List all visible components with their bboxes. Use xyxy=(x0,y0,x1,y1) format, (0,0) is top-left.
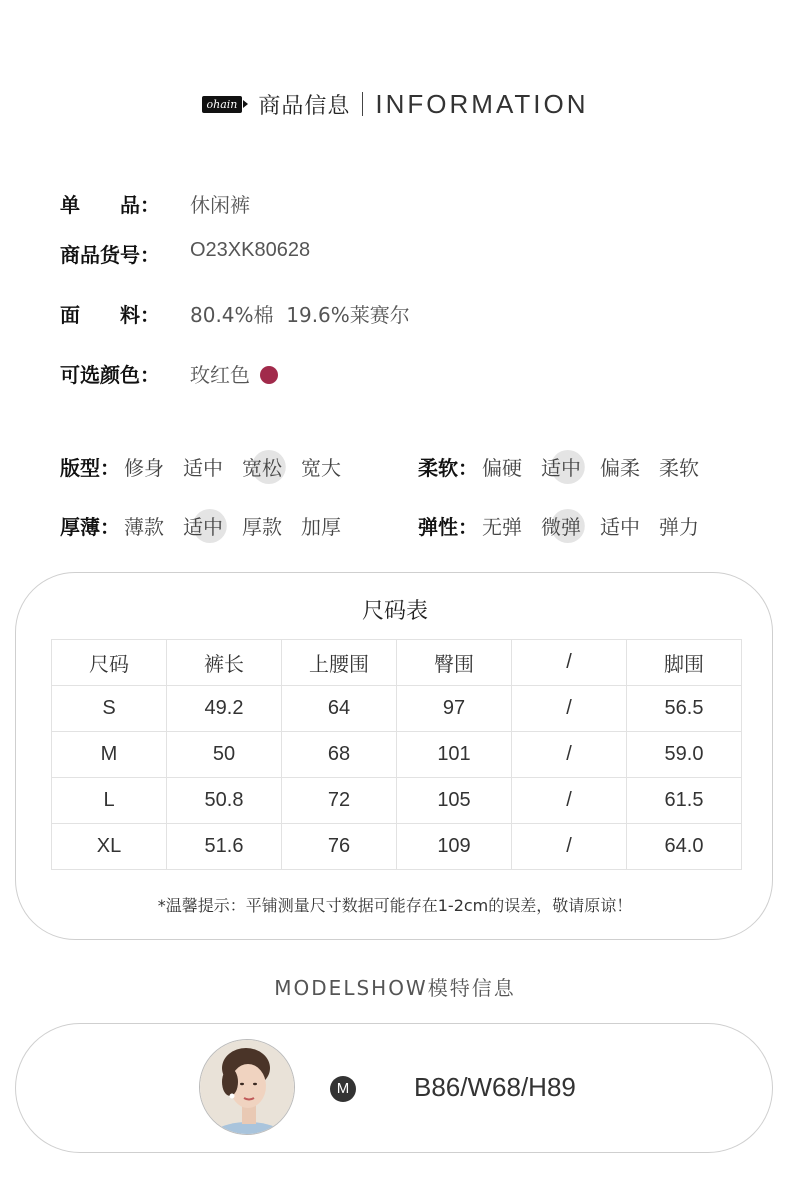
fit-options xyxy=(124,452,384,482)
color-value: 玫红色 xyxy=(190,363,250,387)
softness-option-softish: 偏柔 xyxy=(600,456,640,480)
softness-label: 柔软： xyxy=(418,456,478,480)
fit-option-slim: 修身 xyxy=(124,456,164,480)
table-cell: 72 xyxy=(282,778,397,824)
table-cell: 105 xyxy=(397,778,512,824)
model-card xyxy=(15,1023,773,1153)
table-cell: / xyxy=(512,824,627,870)
model-portrait-image xyxy=(200,1040,295,1135)
table-header-cell: 脚围 xyxy=(627,640,742,686)
section-header xyxy=(0,86,790,122)
fit-option-loose-selected: 宽松 xyxy=(242,452,282,481)
table-cell: / xyxy=(512,778,627,824)
softness-option-soft: 柔软 xyxy=(659,456,699,480)
thickness-label: 厚薄： xyxy=(60,515,120,539)
item-value: 休闲裤 xyxy=(190,193,250,217)
softness-options xyxy=(482,452,742,482)
size-table xyxy=(51,639,742,870)
elasticity-label: 弹性： xyxy=(418,515,478,539)
brand-logo-text: ohain xyxy=(202,96,243,113)
table-header-cell: 上腰围 xyxy=(282,640,397,686)
color-option[interactable] xyxy=(190,359,278,388)
elasticity-option-stretch: 弹力 xyxy=(659,515,699,539)
table-row xyxy=(52,732,742,778)
table-cell: 51.6 xyxy=(167,824,282,870)
table-cell: M xyxy=(52,732,167,778)
size-chart-note: *温馨提示：平铺测量尺寸数据可能存在1-2cm的误差，敬请原谅！ xyxy=(157,896,633,915)
table-cell: 56.5 xyxy=(627,686,742,732)
thickness-option-extra-thick: 加厚 xyxy=(301,515,341,539)
table-row xyxy=(52,686,742,732)
table-cell: 59.0 xyxy=(627,732,742,778)
fit-option-regular: 适中 xyxy=(183,456,223,480)
fabric-value: 80.4%棉 19.6%莱赛尔 xyxy=(190,303,410,327)
thickness-option-thin: 薄款 xyxy=(124,515,164,539)
elasticity-option-none: 无弹 xyxy=(482,515,522,539)
table-cell: 109 xyxy=(397,824,512,870)
elasticity-option-slight-selected: 微弹 xyxy=(541,511,581,540)
table-cell: 50.8 xyxy=(167,778,282,824)
table-cell: 64.0 xyxy=(627,824,742,870)
sku-value: O23XK80628 xyxy=(190,239,311,261)
table-cell: S xyxy=(52,686,167,732)
model-section-title: MODELSHOW模特信息 xyxy=(274,976,516,1000)
table-row xyxy=(52,778,742,824)
softness-option-stiff: 偏硬 xyxy=(482,456,522,480)
color-swatch[interactable] xyxy=(260,366,278,384)
sku-label: 商品货号： xyxy=(60,243,160,267)
table-header-cell: 尺码 xyxy=(52,640,167,686)
softness-option-medium-selected: 适中 xyxy=(541,452,581,481)
table-cell: 61.5 xyxy=(627,778,742,824)
table-cell: 97 xyxy=(397,686,512,732)
color-label: 可选颜色： xyxy=(60,363,160,387)
play-arrow-icon xyxy=(243,100,248,108)
table-cell: 76 xyxy=(282,824,397,870)
model-avatar xyxy=(199,1039,295,1135)
table-cell: 101 xyxy=(397,732,512,778)
fit-label: 版型： xyxy=(60,456,120,480)
table-cell: XL xyxy=(52,824,167,870)
table-cell: / xyxy=(512,732,627,778)
table-cell: 64 xyxy=(282,686,397,732)
header-divider xyxy=(362,92,363,116)
header-title-en: INFORMATION xyxy=(375,88,589,119)
model-size-badge: M xyxy=(330,1076,356,1102)
elasticity-option-medium: 适中 xyxy=(600,515,640,539)
table-cell: 49.2 xyxy=(167,686,282,732)
header-title-cn: 商品信息 xyxy=(258,93,351,119)
table-header-cell: 臀围 xyxy=(397,640,512,686)
table-cell: L xyxy=(52,778,167,824)
item-label: 单 品： xyxy=(60,193,160,217)
size-table-header-row xyxy=(52,640,742,686)
size-chart-title: 尺码表 xyxy=(361,599,428,624)
table-header-cell: 裤长 xyxy=(167,640,282,686)
table-cell: 68 xyxy=(282,732,397,778)
thickness-options xyxy=(124,511,384,541)
brand-logo xyxy=(202,96,249,113)
fabric-label: 面 料： xyxy=(60,303,160,327)
elasticity-options xyxy=(482,511,742,541)
table-header-cell: / xyxy=(512,640,627,686)
thickness-option-medium-selected: 适中 xyxy=(183,511,223,540)
thickness-option-thick: 厚款 xyxy=(242,515,282,539)
table-cell: / xyxy=(512,686,627,732)
fit-option-oversize: 宽大 xyxy=(301,456,341,480)
model-measurements: B86/W68/H89 xyxy=(414,1072,576,1102)
table-row xyxy=(52,824,742,870)
table-cell: 50 xyxy=(167,732,282,778)
